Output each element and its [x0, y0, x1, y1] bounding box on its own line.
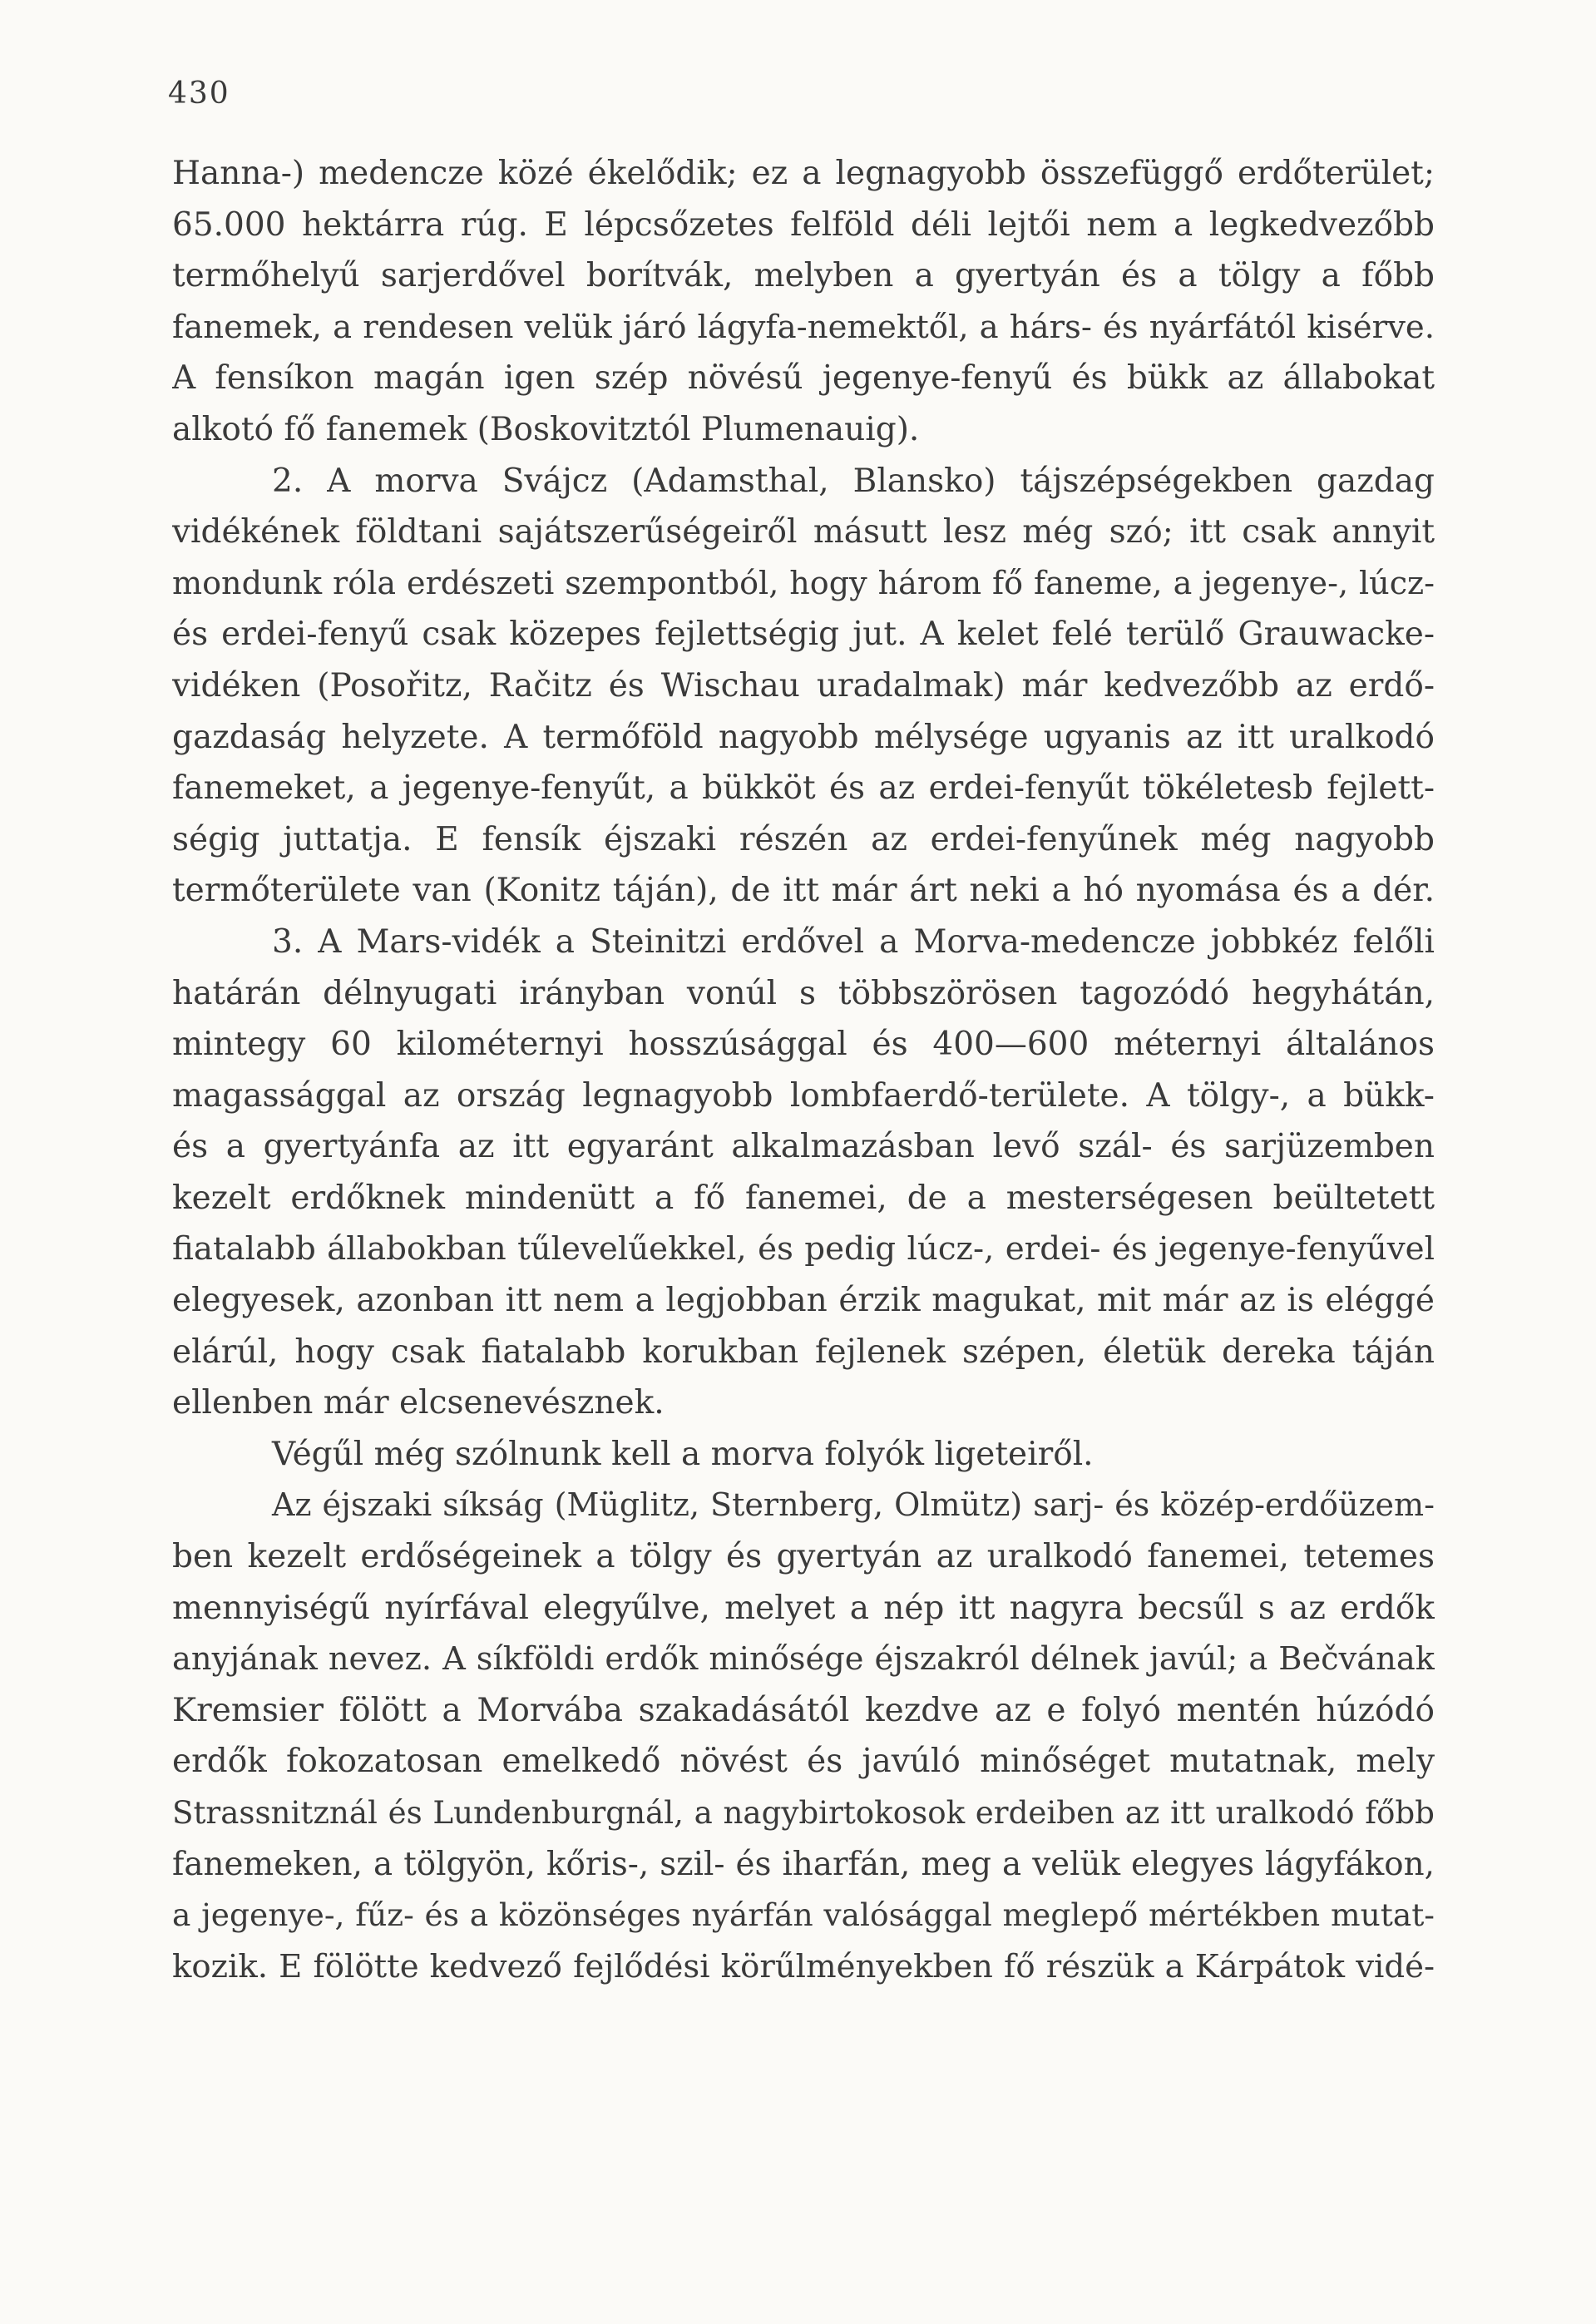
text-line: Az éjszaki síkság (Müglitz, Sternberg, Olmütz) sarj- és közép-erdőüzem- — [272, 1486, 1435, 1524]
text-line: Kremsier fölött a Morvába szakadásától kezdve az e folyó mentén húzódó — [172, 1691, 1435, 1729]
text-line: 2. A morva Svájcz (Adamsthal, Blansko) tájszépségekben gazdag — [272, 462, 1435, 500]
text-line: Strassnitznál és Lundenburgnál, a nagybirtokosok erdeiben az itt uralkodó főbb — [172, 1794, 1435, 1831]
body-text — [172, 148, 1435, 1992]
text-line: anyjának nevez. A síkföldi erdők minősége éjszakról délnek javúl; a Bečvának — [172, 1640, 1435, 1679]
text-line: 65.000 hektárra rúg. E lépcsőzetes felföld déli lejtői nem a legkedvezőbb — [172, 205, 1435, 244]
text-line: vidékének földtani sajátszerűségeiről másutt lesz még szó; itt csak annyit — [172, 513, 1435, 551]
text-line: vidéken (Posořitz, Račitz és Wischau uradalmak) már kedvezőbb az erdő- — [172, 666, 1435, 705]
text-line: Hanna-) medencze közé ékelődik; ez a legnagyobb összefüggő erdőterület; — [172, 155, 1435, 192]
text-line: termőterülete van (Konitz táján), de itt már árt neki a hó nyomása és a dér. — [172, 872, 1435, 910]
text-line: alkotó fő fanemek (Boskovitztól Plumenauig). — [172, 410, 920, 448]
text-line: fanemek, a rendesen velük járó lágyfa-nemektől, a hárs- és nyárfától kisérve. — [172, 308, 1435, 346]
text-line: gazdaság helyzete. A termőföld nagyobb mélysége ugyanis az itt uralkodó — [172, 718, 1435, 756]
text-line: termőhelyű sarjerdővel borítvák, melyben a gyertyán és a tölgy a főbb — [172, 257, 1435, 295]
text-line: és a gyertyánfa az itt egyaránt alkalmazásban levő szál- és sarjüzemben — [172, 1128, 1435, 1166]
text-line: fanemeken, a tölgyön, kőris-, szil- és iharfán, meg a velük elegyes lágyfákon, — [172, 1845, 1435, 1883]
text-line: határán délnyugati irányban vonúl s többszörösen tagozódó hegyhátán, — [172, 974, 1435, 1012]
text-line: kezelt erdőknek mindenütt a fő fanemei, de a mesterségesen beültetett — [172, 1179, 1435, 1217]
text-line: és erdei-fenyű csak közepes fejlettségig jut. A kelet felé terülő Grauwacke- — [172, 616, 1435, 654]
text-line: kozik. E fölötte kedvező fejlődési körűlményekben fő részük a Kárpátok vidé- — [172, 1947, 1435, 1985]
text-line: mondunk róla erdészeti szempontból, hogy három fő faneme, a jegenye-, lúcz- — [172, 564, 1435, 601]
text-line: elegyesek, azonban itt nem a legjobban érzik magukat, mit már az is eléggé — [172, 1282, 1435, 1320]
page-number: 430 — [168, 77, 230, 111]
text-line: mennyiségű nyírfával elegyűlve, melyet a nép itt nagyra becsűl s az erdők — [172, 1589, 1435, 1627]
text-line: A fensíkon magán igen szép növésű jegenye-fenyű és bükk az állabokat — [172, 359, 1435, 398]
text-line: elárúl, hogy csak fiatalabb korukban fejlenek szépen, életük dereka táján — [172, 1333, 1435, 1371]
text-line: mintegy 60 kilométernyi hosszúsággal és 400—600 méternyi általános — [172, 1026, 1435, 1064]
text-line: ellenben már elcsenevésznek. — [172, 1384, 665, 1422]
text-line: ben kezelt erdőségeinek a tölgy és gyertyán az uralkodó fanemei, tetemes — [172, 1538, 1435, 1576]
text-line: magassággal az ország legnagyobb lombfaerdő-területe. A tölgy-, a bükk- — [172, 1076, 1435, 1115]
text-line: erdők fokozatosan emelkedő növést és javúló minőséget mutatnak, mely — [172, 1743, 1435, 1781]
text-line: Végűl még szólnunk kell a morva folyók ligeteiről. — [272, 1435, 1094, 1473]
text-line: fanemeket, a jegenye-fenyűt, a bükköt és az erdei-fenyűt tökéletesb fejlett- — [172, 769, 1435, 808]
text-line: a jegenye-, fűz- és a közönséges nyárfán valósággal meglepő mértékben mutat- — [172, 1896, 1435, 1934]
text-line: 3. A Mars-vidék a Steinitzi erdővel a Morva-medencze jobbkéz felőli — [272, 922, 1435, 961]
text-line: ségig juttatja. E fensík éjszaki részén az erdei-fenyűnek még nagyobb — [172, 820, 1435, 858]
text-line: fiatalabb állabokban tűlevelűekkel, és pedig lúcz-, erdei- és jegenye-fenyűvel — [172, 1230, 1435, 1268]
